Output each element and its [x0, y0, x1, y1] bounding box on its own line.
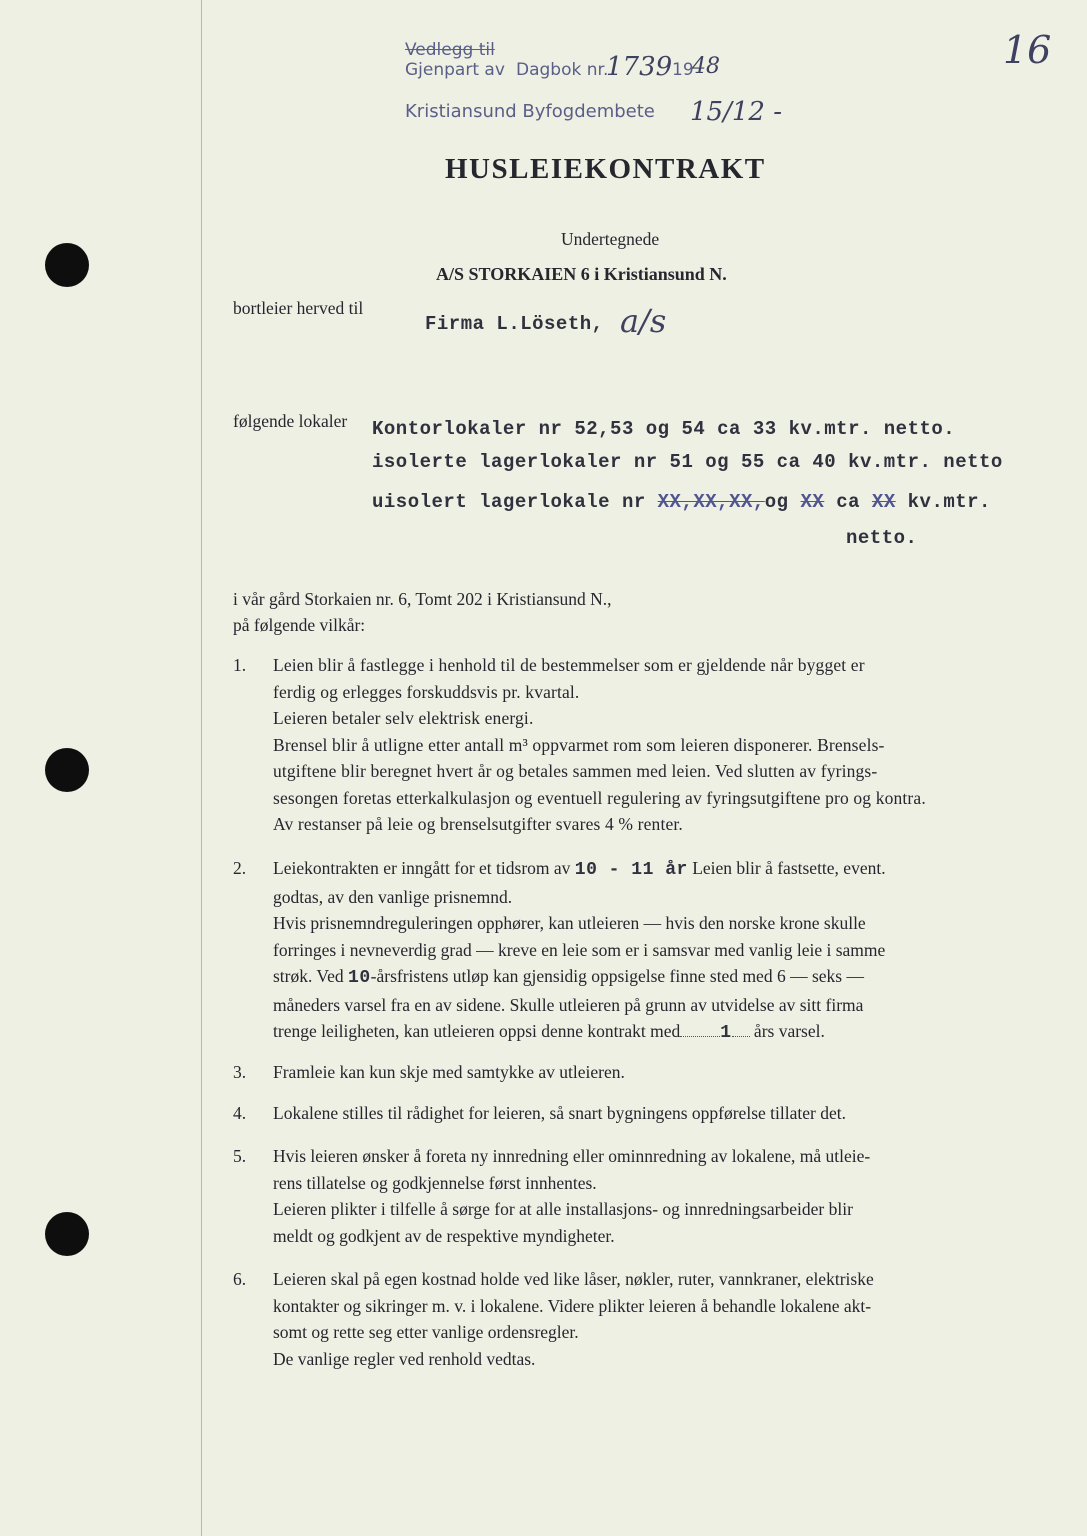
punch-hole	[45, 243, 89, 287]
landlord-name: A/S STORKAIEN 6 i Kristiansund N.	[436, 264, 727, 284]
stamp-dagbok-label: Dagbok nr.	[516, 60, 609, 80]
margin-rule	[201, 0, 202, 1536]
tenant-name: Firma L.Löseth,	[425, 313, 604, 335]
stamp-gjenpart: Gjenpart av	[405, 60, 505, 80]
premises-line: netto.	[846, 527, 918, 549]
punch-hole	[45, 1212, 89, 1256]
stamp-office: Kristiansund Byfogdembete	[405, 101, 655, 122]
clause-1: Leien blir å fastlegge i henhold til de bestemmelser som er gjeldende når bygget er ferdig og erlegges forskuddsvis pr. kvartal. Leieren betaler selv elektrisk energi. Brensel blir å utligne etter antall m³ oppvarmet rom som leieren disponerer. Brensels- utgiftene blir beregnet hvert år og betales sammen med leien. Ved slutten av fyrings- sesongen foretas etterkalkulasjon og eventuell regulering av fyringsutgiftene pro og kontra. Av restanser på leie og brenselsutgifter svares 4 % renter.	[273, 655, 926, 834]
tenant-suffix: a/s	[620, 302, 667, 340]
clause-number: 1.	[233, 655, 247, 675]
premises-label: følgende lokaler	[233, 411, 348, 431]
clause-5: Hvis leieren ønsker å foreta ny innredning eller ominnredning av lokalene, må utleie- rens tillatelse og godkjennelse først innhentes. Leieren plikter i tilfelle å sørge for at alle installasjons- og innredningsarbeider blir meldt og godkjent av de respektive myndigheter.	[273, 1146, 871, 1246]
lease-to-label: bortleier herved til	[233, 298, 364, 318]
punch-hole	[45, 748, 89, 792]
stamp-date: 15/12 -	[690, 97, 782, 127]
party-intro: Undertegnede	[561, 229, 660, 249]
premises-line: isolerte lagerlokaler nr 51 og 55 ca 40 kv.mtr. netto	[372, 451, 1003, 473]
document-title: HUSLEIEKONTRAKT	[445, 153, 766, 185]
location-line: på følgende vilkår:	[233, 615, 366, 635]
stamp-year-suffix: 48	[692, 54, 720, 79]
premises-line: Kontorlokaler nr 52,53 og 54 ca 33 kv.mtr. netto.	[372, 418, 956, 440]
clause-number: 4.	[233, 1103, 247, 1123]
clause-number: 5.	[233, 1146, 247, 1166]
clause-3: Framleie kan kun skje med samtykke av utleieren.	[273, 1062, 625, 1082]
clause-number: 6.	[233, 1269, 247, 1289]
stamp-vedlegg: Vedlegg til	[405, 40, 495, 60]
clause-6: Leieren skal på egen kostnad holde ved like låser, nøkler, ruter, vannkraner, elektriske kontakter og sikringer m. v. i lokalene. Videre plikter leieren å behandle lokalene akt- somt og rette seg etter vanlige ordensregler. De vanlige regler ved renhold vedtas.	[273, 1269, 874, 1369]
dagbok-number: 1739	[606, 52, 673, 82]
page-number: 16	[1003, 28, 1052, 72]
clause-number: 3.	[233, 1062, 247, 1082]
premises-line: uisolert lagerlokale nr XX,XX,XX,og XX ca XX kv.mtr.	[372, 491, 991, 513]
clause-number: 2.	[233, 858, 247, 878]
location-line: i vår gård Storkaien nr. 6, Tomt 202 i Kristiansund N.,	[233, 589, 612, 609]
stamp-year-prefix: 19	[672, 60, 694, 80]
clause-4: Lokalene stilles til rådighet for leieren, så snart bygningens oppførelse tillater det.	[273, 1103, 846, 1123]
clause-2: Leiekontrakten er inngått for et tidsrom av 10 - 11 år Leien blir å fastsette, event. godtas, av den vanlige prisnemnd. Hvis prisnemndreguleringen opphører, kan utleieren — hvis den norske krone skulle forringes i nevneverdig grad — kreve en leie som er i samsvar med vanlig leie i samme strøk. Ved 10-årsfristens utløp kan gjensidig oppsigelse finne sted med 6 — seks — måneders varsel fra en av sidene. Skulle utleieren på grunn av utvidelse av sitt firma trenge leiligheten, kan utleieren oppsi denne kontrakt med 1 års varsel.	[273, 858, 886, 1043]
